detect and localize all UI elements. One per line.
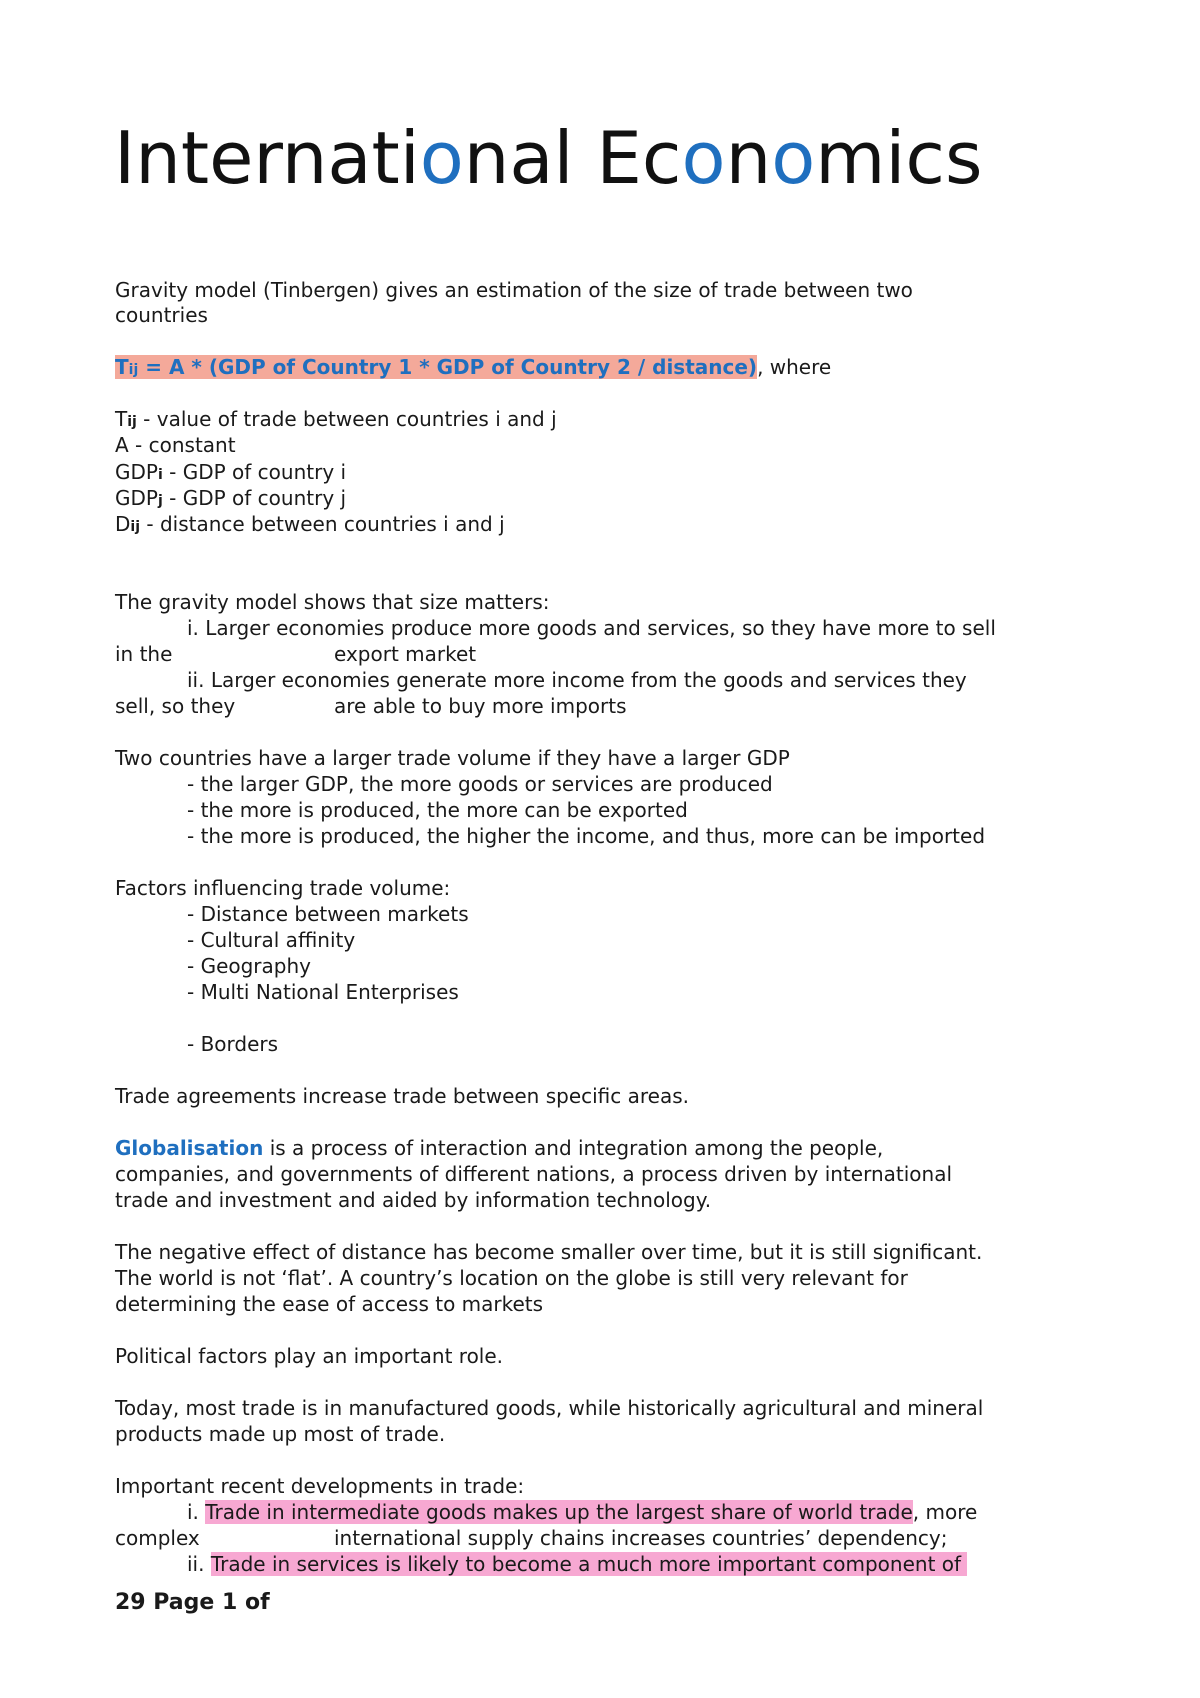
factor-item: - Geography	[187, 954, 311, 978]
size-matters-i-line-2a: in the	[115, 642, 173, 666]
larger-gdp-item: - the more is produced, the more can be exported	[187, 798, 688, 822]
agreements-line: Trade agreements increase trade between specific areas.	[115, 1084, 690, 1108]
size-matters-ii-line-2b: are able to buy more imports	[334, 694, 627, 718]
development-i-line-2b: international supply chains increases countries’ dependency;	[334, 1526, 948, 1550]
globalisation-term: Globalisation	[115, 1136, 264, 1160]
size-matters-i-line-2b: export market	[334, 642, 477, 666]
definition-dij: Dij - distance between countries i and j	[115, 512, 505, 536]
larger-gdp-heading: Two countries have a larger trade volume if they have a larger GDP	[115, 746, 790, 770]
larger-gdp-item: - the larger GDP, the more goods or services are produced	[187, 772, 773, 796]
globalisation-line-2: companies, and governments of different nations, a process driven by international	[115, 1162, 953, 1186]
factor-item: - Borders	[187, 1032, 279, 1056]
distance-line-3: determining the ease of access to markets	[115, 1292, 544, 1316]
document-title: International Economics	[114, 116, 983, 200]
size-matters-i-line-1: i. Larger economies produce more goods and services, so they have more to sell	[187, 616, 996, 640]
definition-gdpj: GDPj - GDP of country j	[115, 486, 347, 510]
page-footer: 29 Page 1 of	[115, 1590, 270, 1615]
today-line-2: products made up most of trade.	[115, 1422, 446, 1446]
intro-line-1: Gravity model (Tinbergen) gives an estimation of the size of trade between two	[115, 278, 913, 302]
formula-line: Tij = A * (GDP of Country 1 * GDP of Country 2 / distance), where	[115, 355, 832, 379]
larger-gdp-item: - the more is produced, the higher the income, and thus, more can be imported	[187, 824, 986, 848]
today-line-1: Today, most trade is in manufactured goods, while historically agricultural and mineral	[115, 1396, 984, 1420]
development-i-line-1: i. Trade in intermediate goods makes up the largest share of world trade, more	[187, 1500, 978, 1524]
size-matters-heading: The gravity model shows that size matters:	[115, 590, 550, 614]
definition-tij: Tij - value of trade between countries i and j	[115, 407, 557, 431]
distance-line-1: The negative effect of distance has become smaller over time, but it is still significant.	[115, 1240, 983, 1264]
globalisation-line-3: trade and investment and aided by information technology.	[115, 1188, 712, 1212]
size-matters-ii-line-2a: sell, so they	[115, 694, 236, 718]
developments-heading: Important recent developments in trade:	[115, 1474, 525, 1498]
political-line: Political factors play an important role.	[115, 1344, 504, 1368]
development-ii-line-1: ii. Trade in services is likely to become a much more important component of	[187, 1552, 968, 1576]
size-matters-ii-line-1: ii. Larger economies generate more income from the goods and services they	[187, 668, 967, 692]
development-i-highlight: Trade in intermediate goods makes up the largest share of world trade	[205, 1500, 913, 1524]
development-ii-highlight: Trade in services is likely to become a much more important component of	[210, 1552, 968, 1576]
globalisation-line-1: Globalisation is a process of interaction and integration among the people,	[115, 1136, 884, 1160]
definition-a: A - constant	[115, 433, 236, 457]
development-i-line-2a: complex	[115, 1526, 200, 1550]
factors-heading: Factors influencing trade volume:	[115, 876, 451, 900]
formula-highlight: Tij = A * (GDP of Country 1 * GDP of Country 2 / distance)	[115, 355, 758, 379]
factor-item: - Distance between markets	[187, 902, 469, 926]
factor-item: - Multi National Enterprises	[187, 980, 459, 1004]
definition-gdpi: GDPi - GDP of country i	[115, 460, 347, 484]
factor-item: - Cultural affinity	[187, 928, 356, 952]
intro-line-2: countries	[115, 303, 208, 327]
distance-line-2: The world is not ‘flat’. A country’s location on the globe is still very relevant for	[115, 1266, 908, 1290]
